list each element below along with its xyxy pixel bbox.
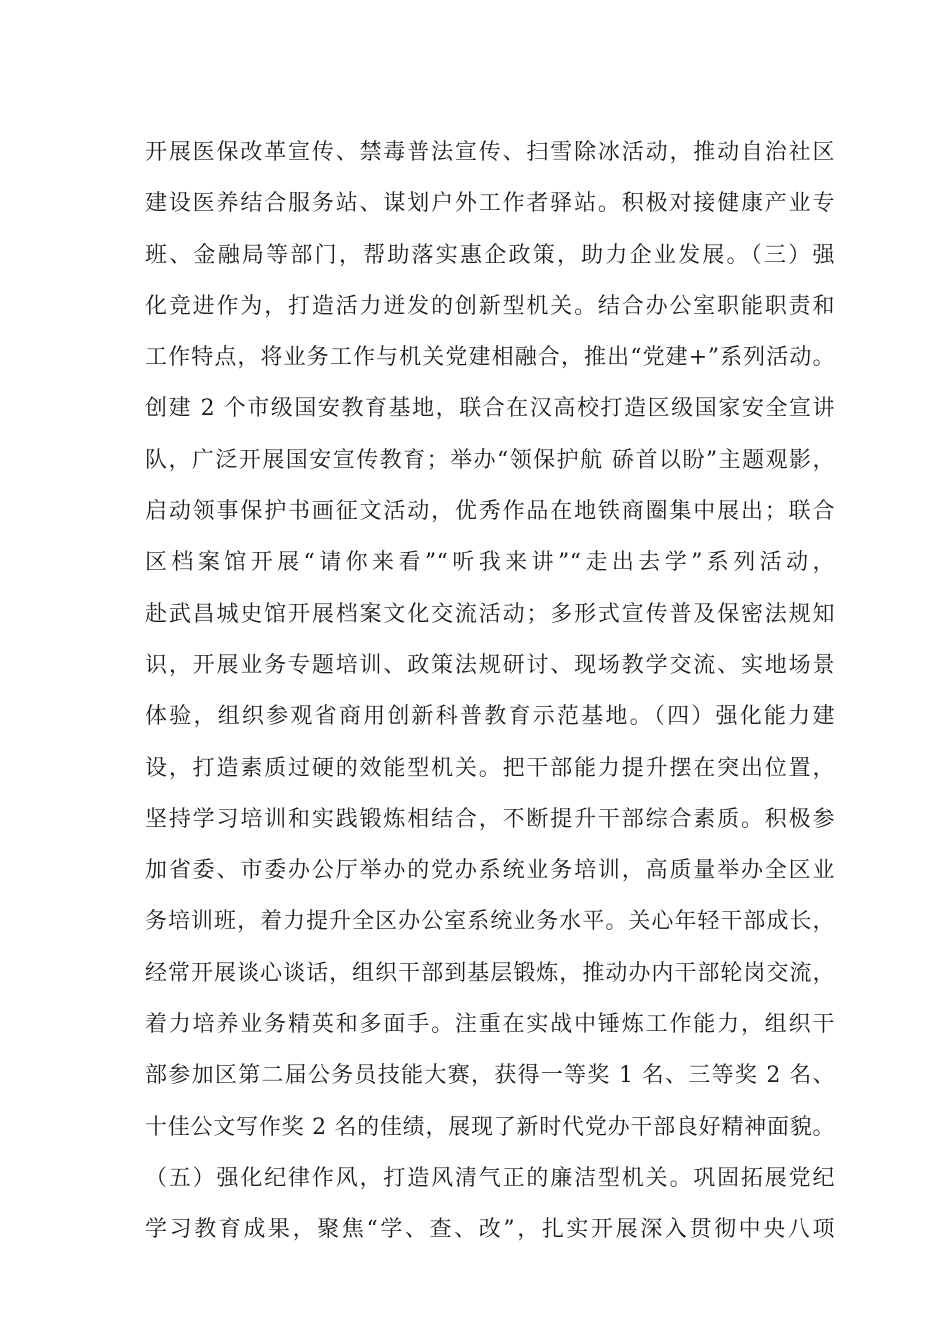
text-line: 区档案馆开展“请你来看”“听我来讲”“走出去学”系列活动， [145, 550, 835, 576]
text-line: 识，开展业务专题培训、政策法规研讨、现场教学交流、实地场景 [145, 652, 835, 678]
text-line: 部参加区第二届公务员技能大赛，获得一等奖 1 名、三等奖 2 名、 [145, 1063, 835, 1089]
text-line: 建设医养结合服务站、谋划户外工作者驿站。积极对接健康产业专 [145, 191, 835, 217]
text-line: 启动领事保护书画征文活动，优秀作品在地铁商圈集中展出；联合 [145, 499, 835, 525]
text-line: 务培训班，着力提升全区办公室系统业务水平。关心年轻干部成长， [145, 909, 835, 935]
text-line: 坚持学习培训和实践锻炼相结合，不断提升干部综合素质。积极参 [145, 806, 835, 832]
text-line: 学习教育成果，聚焦“学、查、改”，扎实开展深入贯彻中央八项 [145, 1217, 835, 1243]
text-line: 创建 2 个市级国安教育基地，联合在汉高校打造区级国家安全宣讲 [145, 396, 835, 422]
text-line: 经常开展谈心谈话，组织干部到基层锻炼，推动办内干部轮岗交流， [145, 960, 835, 986]
text-line: 设，打造素质过硬的效能型机关。把干部能力提升摆在突出位置， [145, 755, 835, 781]
text-line: 体验，组织参观省商用创新科普教育示范基地。（四）强化能力建 [145, 704, 835, 730]
text-line: 十佳公文写作奖 2 名的佳绩，展现了新时代党办干部良好精神面貌。 [145, 1114, 835, 1140]
text-line: （五）强化纪律作风，打造风清气正的廉洁型机关。巩固拓展党纪 [145, 1165, 835, 1191]
text-line: 队，广泛开展国安宣传教育；举办“领保护航 硚首以盼”主题观影， [145, 447, 835, 473]
text-line: 加省委、市委办公厅举办的党办系统业务培训，高质量举办全区业 [145, 858, 835, 884]
text-line: 赴武昌城史馆开展档案文化交流活动；多形式宣传普及保密法规知 [145, 601, 835, 627]
text-line: 开展医保改革宣传、禁毒普法宣传、扫雪除冰活动，推动自治社区 [145, 140, 835, 165]
text-line: 化竞进作为，打造活力迸发的创新型机关。结合办公室职能职责和 [145, 293, 835, 319]
body-text [145, 127, 835, 1256]
text-line: 工作特点，将业务工作与机关党建相融合，推出“党建+”系列活动。 [145, 345, 835, 371]
text-line: 着力培养业务精英和多面手。注重在实战中锤炼工作能力，组织干 [145, 1012, 835, 1038]
text-line: 班、金融局等部门，帮助落实惠企政策，助力企业发展。（三）强 [145, 242, 835, 268]
